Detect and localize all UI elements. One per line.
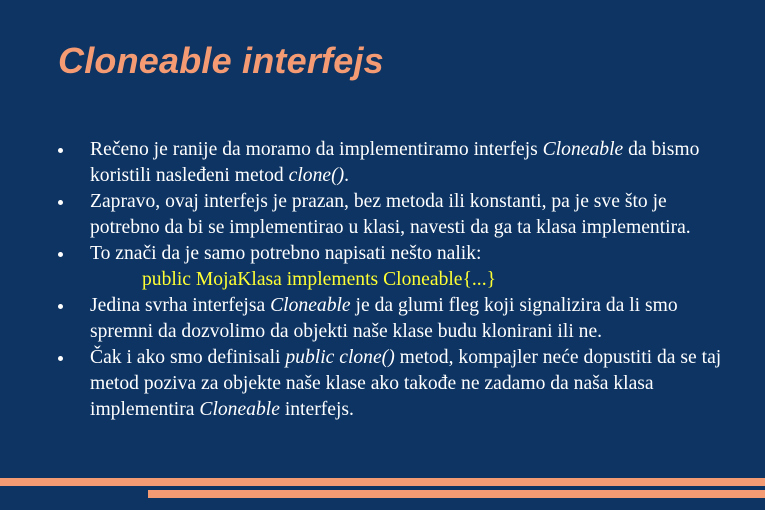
bullet-text: Jedina svrha interfejsa — [90, 295, 271, 316]
bullet-item — [58, 137, 728, 189]
bullet-dot-icon — [58, 252, 63, 257]
bullet-item — [58, 189, 728, 241]
slide-title: Cloneable interfejs — [58, 40, 384, 81]
bullet-item — [58, 345, 728, 423]
bullet-text: metod, kompajler neće dopustiti da se taj metod poziva za objekte naše klase ako takođe ne zadamo da naša klasa implementira — [90, 347, 722, 420]
bullet-text: interfejs. — [279, 399, 354, 420]
bullet-text-italic: clone() — [288, 165, 345, 186]
bullet-text: je da glumi fleg koji signalizira da li smo spremni da dozvolimo da objekti naše klase budu klonirani ili ne. — [90, 295, 678, 342]
bullet-text: Čak i ako smo definisali — [90, 347, 286, 368]
footer-bar-top — [0, 478, 765, 486]
bullet-dot-icon — [58, 148, 63, 153]
bullet-list — [58, 137, 728, 423]
bullet-item — [58, 293, 728, 345]
bullet-text: . — [344, 165, 350, 186]
bullet-text-italic: public clone() — [285, 347, 395, 368]
bullet-text-italic: Cloneable — [542, 139, 624, 160]
bullet-text: Rečeno je ranije da moramo da implementiramo interfejs — [90, 139, 543, 160]
bullet-text-italic: Cloneable — [270, 295, 351, 316]
bullet-dot-icon — [58, 356, 63, 361]
footer-bar-bottom — [148, 490, 765, 498]
bullet-dot-icon — [58, 200, 63, 205]
bullet-dot-icon — [58, 304, 63, 309]
code-snippet: public MojaKlasa implements Cloneable{...} — [142, 269, 497, 290]
bullet-text-italic: Cloneable — [199, 399, 280, 420]
bullet-text: da bismo koristili nasleđeni metod — [90, 139, 700, 186]
bullet-text: To znači da je samo potrebno napisati nešto nalik: — [90, 243, 482, 264]
bullet-item — [58, 241, 728, 293]
bullet-text: Zapravo, ovaj interfejs je prazan, bez metoda ili konstanti, pa je sve što je potrebno da bi se implementirao u klasi, navesti da ga ta klasa implementira. — [90, 191, 691, 238]
